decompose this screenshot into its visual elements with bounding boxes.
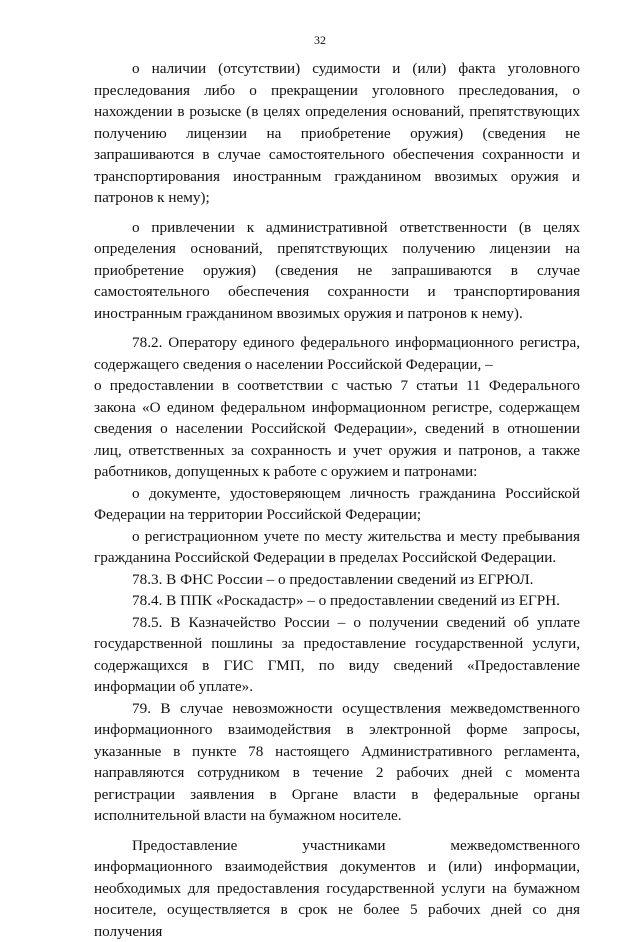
paragraph-registration-record: о регистрационном учете по месту жительства и месту пребывания гражданина Российской Федерации в пределах Российской Федерации. — [94, 526, 580, 569]
paragraph-79: 79. В случае невозможности осуществления межведомственного информационного взаимодействия в электронной форме запросы, указанные в пункте 78 настоящего Административного регламента, направляются сотрудником в течение 2 рабочих дней с момента регистрации заявления в Органе власти в федеральные органы исполнительной власти на бумажном носителе. — [94, 698, 580, 827]
paragraph-paper-provision: Предоставление участниками межведомственного информационного взаимодействия документов и (или) информации, необходимых для предоставления государственной услуги на бумажном носителе, осуществляется в срок не более 5 рабочих дней со дня получения — [94, 835, 580, 942]
paragraph-identity-document: о документе, удостоверяющем личность гражданина Российской Федерации на территории Российской Федерации; — [94, 483, 580, 526]
paragraph-78-5: 78.5. В Казначейство России – о получении сведений об уплате государственной пошлины за предоставление государственной услуги, содержащихся в ГИС ГМП, по виду сведений «Предоставление информации об уплате». — [94, 612, 580, 698]
paragraph-criminal-record: о наличии (отсутствии) судимости и (или) факта уголовного преследования либо о прекращении уголовного преследования, о нахождении в розыске (в целях определения оснований, препятствующих получению лицензии на приобретение оружия) (сведения не запрашиваются в случае самостоятельного обеспечения сохранности и транспортирования иностранным гражданином ввозимых оружия и патронов к нему); — [94, 58, 580, 209]
paragraph-78-2-heading: 78.2. Оператору единого федерального информационного регистра, содержащего сведения о населении Российской Федерации, – — [94, 332, 580, 375]
document-body — [94, 58, 580, 942]
paragraph-administrative-liability: о привлечении к административной ответственности (в целях определения оснований, препятствующих получению лицензии на приобретение оружия) (сведения не запрашиваются в случае самостоятельного обеспечения сохранности и транспортирования иностранным гражданином ввозимых оружия и патронов к нему). — [94, 217, 580, 325]
page-number: 32 — [0, 33, 640, 47]
paragraph-78-3: 78.3. В ФНС России – о предоставлении сведений из ЕГРЮЛ. — [94, 569, 580, 591]
paragraph-78-4: 78.4. В ППК «Роскадастр» – о предоставлении сведений из ЕГРН. — [94, 590, 580, 612]
paragraph-78-2-registry-info: о предоставлении в соответствии с частью 7 статьи 11 Федерального закона «О едином федеральном информационном регистре, содержащем сведения о населении Российской Федерации», сведений в отношении лиц, ответственных за сохранность и учет оружия и патронов, а также работников, допущенных к работе с оружием и патронами: — [94, 375, 580, 483]
